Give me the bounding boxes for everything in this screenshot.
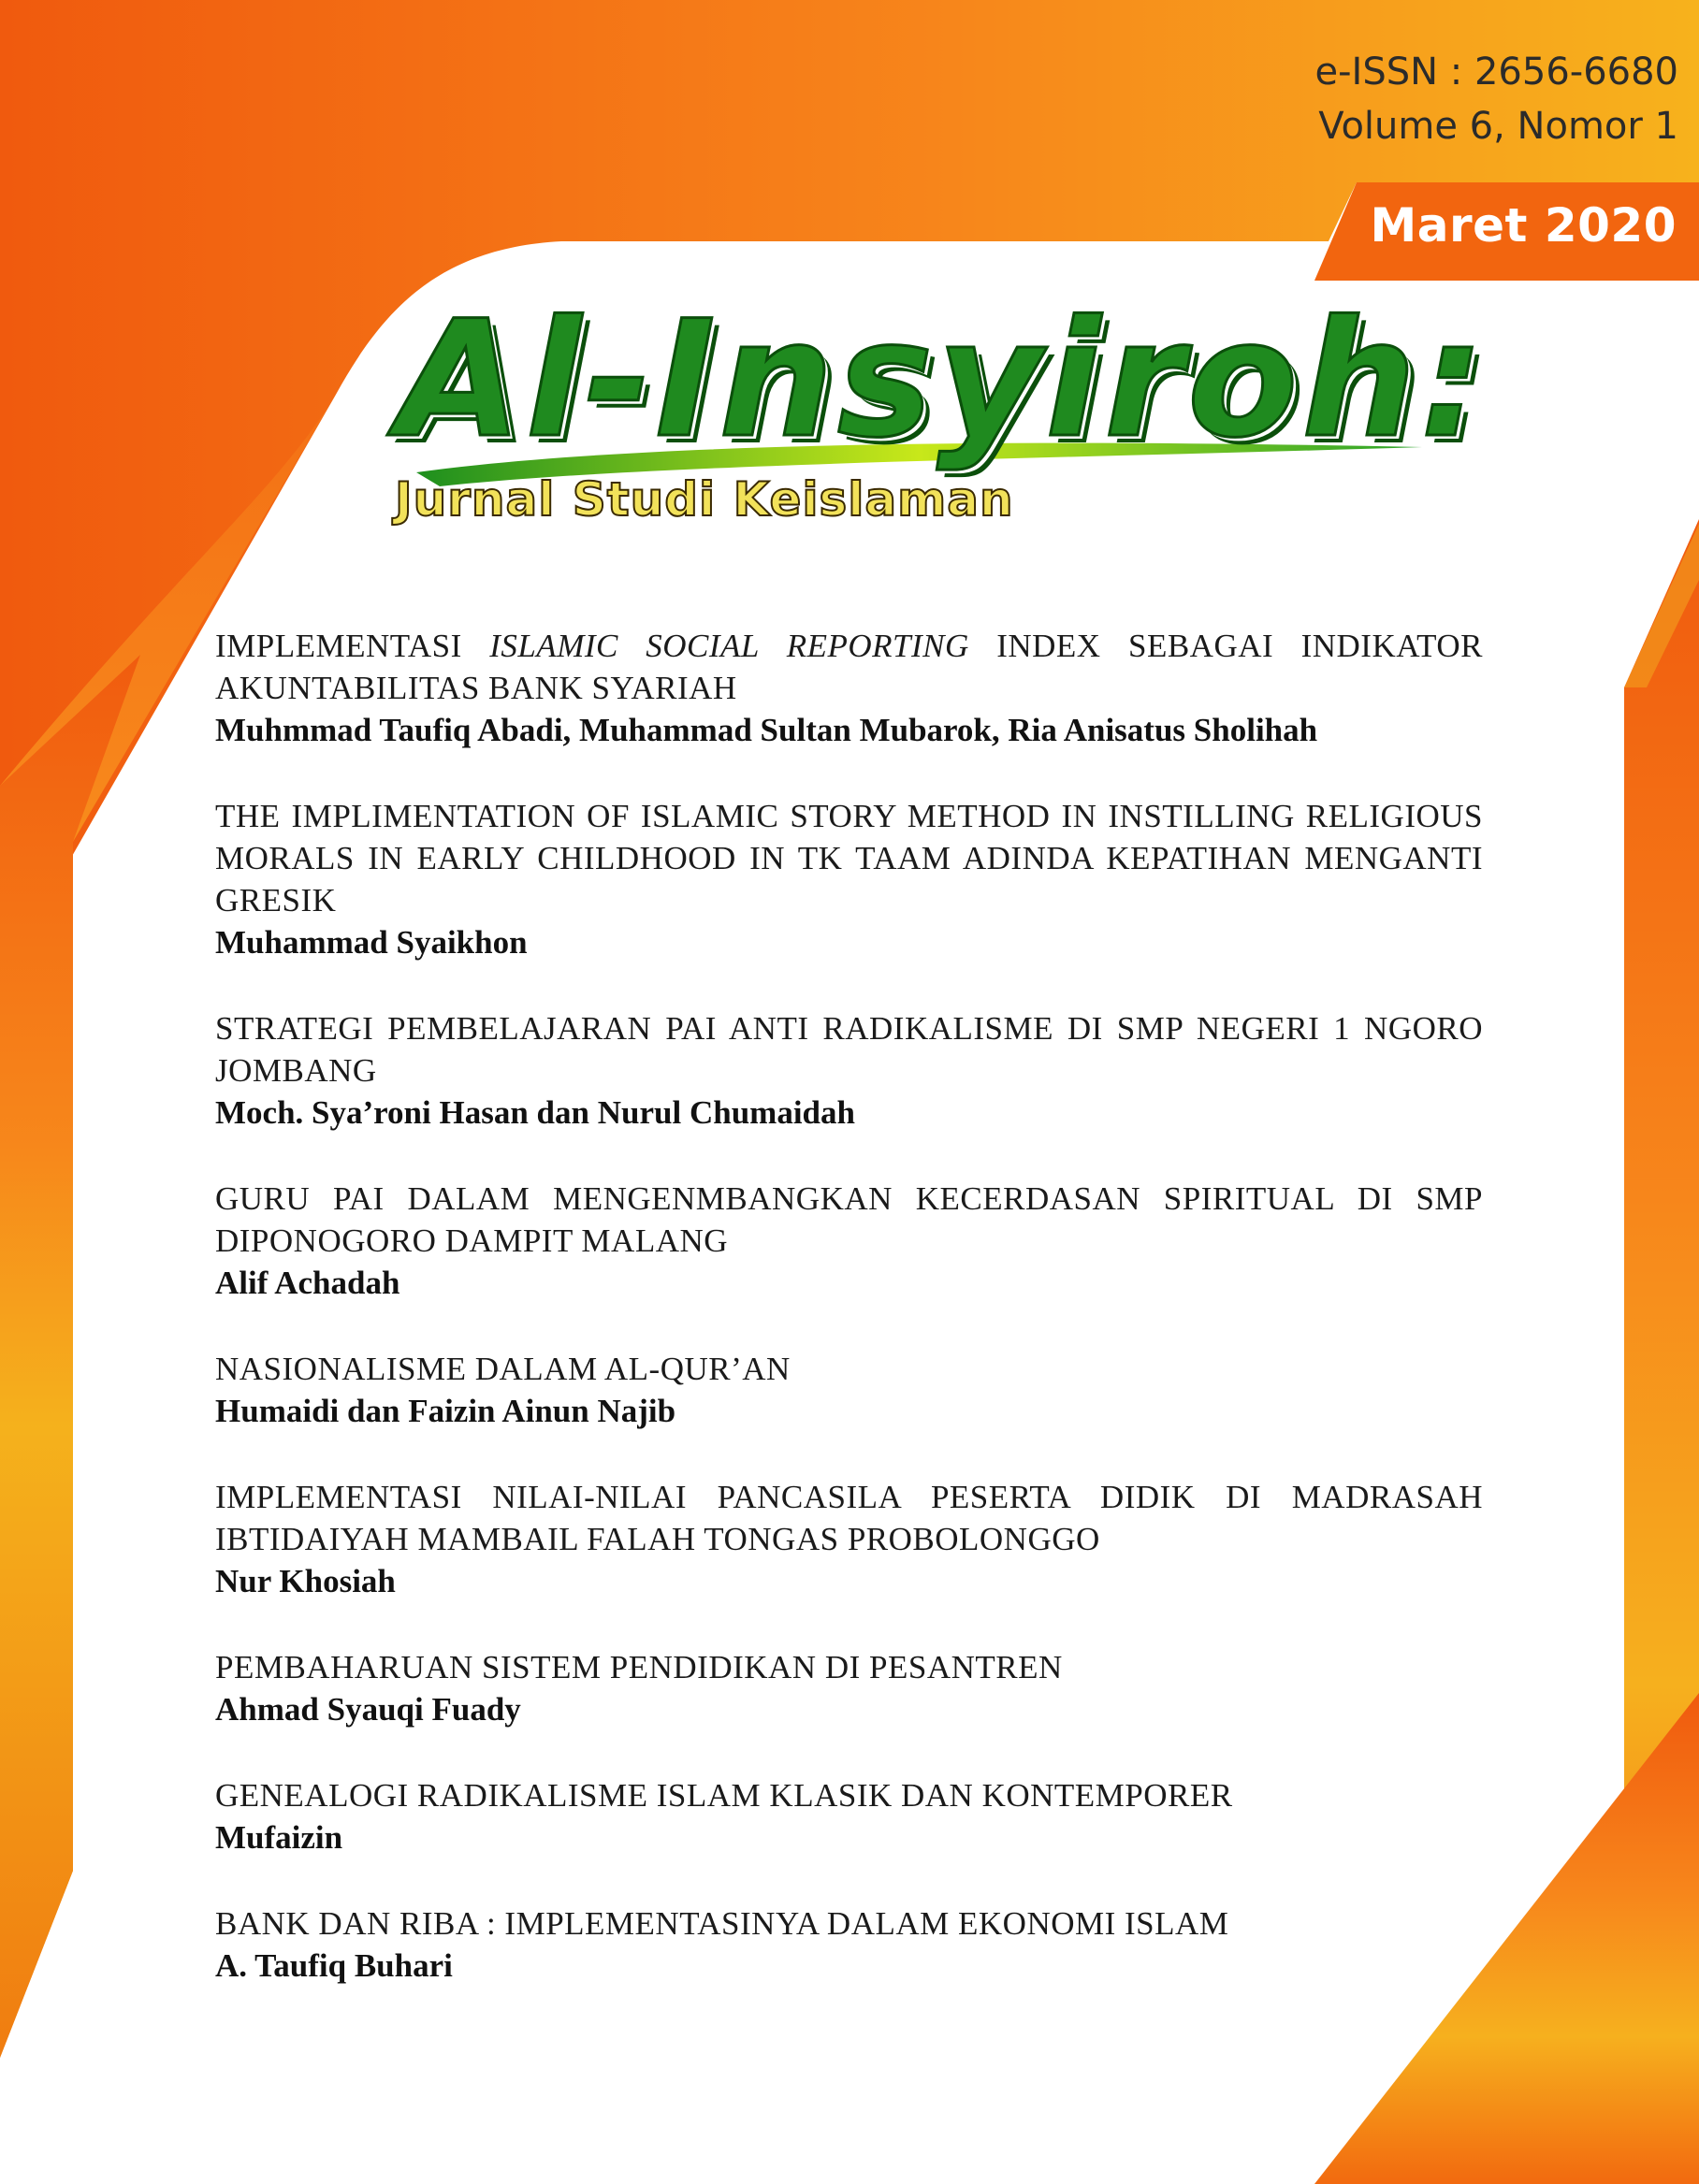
issue-date: Maret 2020 [1370, 198, 1677, 253]
article-authors: Humaidi dan Faizin Ainun Najib [215, 1393, 676, 1429]
article-authors: Alif Achadah [215, 1265, 400, 1301]
article-title: GENEALOGI RADIKALISME ISLAM KLASIK DAN KONTEMPORER [215, 1777, 1233, 1814]
article-entry [215, 795, 1483, 964]
journal-logo-subtitle: Jurnal Studi Keislaman [395, 472, 1014, 527]
issn: e-ISSN : 2656-6680 [1314, 51, 1678, 94]
article-authors: Nur Khosiah [215, 1563, 396, 1599]
article-entry [215, 1178, 1483, 1305]
article-title: BANK DAN RIBA : IMPLEMENTASINYA DALAM EKONOMI ISLAM [215, 1905, 1229, 1942]
article-entry [215, 1348, 1483, 1433]
article-entry [215, 1476, 1483, 1603]
volume-number: Volume 6, Nomor 1 [1318, 105, 1678, 148]
article-authors: Mufaizin [215, 1819, 343, 1856]
article-title-emphasis: ISLAMIC SOCIAL REPORTING [489, 628, 969, 664]
article-entry [215, 625, 1483, 752]
article-authors: A. Taufiq Buhari [215, 1947, 453, 1984]
article-title: NASIONALISME DALAM AL-QUR’AN [215, 1351, 791, 1387]
article-title: IMPLEMENTASI ISLAMIC SOCIAL REPORTING INDEX SEBAGAI INDIKATOR AKUNTABILITAS BANK SYARIAH [215, 628, 1483, 706]
article-entry [215, 1646, 1483, 1731]
article-authors: Muhammad Syaikhon [215, 924, 528, 961]
article-title: STRATEGI PEMBELAJARAN PAI ANTI RADIKALISME DI SMP NEGERI 1 NGORO JOMBANG [215, 1010, 1483, 1089]
article-title: PEMBAHARUAN SISTEM PENDIDIKAN DI PESANTREN [215, 1649, 1063, 1685]
article-title: THE IMPLIMENTATION OF ISLAMIC STORY METHOD IN INSTILLING RELIGIOUS MORALS IN EARLY CHILDHOOD IN TK TAAM ADINDA KEPATIHAN MENGANTI GRESIK [215, 798, 1483, 918]
article-entry [215, 1774, 1483, 1859]
table-of-contents [215, 625, 1483, 2031]
article-entry [215, 1007, 1483, 1135]
article-authors: Muhmmad Taufiq Abadi, Muhammad Sultan Mubarok, Ria Anisatus Sholihah [215, 712, 1318, 748]
article-authors: Moch. Sya’roni Hasan dan Nurul Chumaidah [215, 1094, 855, 1131]
article-title: IMPLEMENTASI NILAI-NILAI PANCASILA PESERTA DIDIK DI MADRASAH IBTIDAIYAH MAMBAIL FALAH TONGAS PROBOLONGGO [215, 1479, 1483, 1557]
article-title: GURU PAI DALAM MENGENMBANGKAN KECERDASAN SPIRITUAL DI SMP DIPONOGORO DAMPIT MALANG [215, 1180, 1483, 1259]
article-entry [215, 1902, 1483, 1988]
article-authors: Ahmad Syauqi Fuady [215, 1691, 521, 1728]
journal-logo-title: Al-Insyiroh: [398, 285, 1488, 473]
issue-metadata [1315, 45, 1678, 153]
